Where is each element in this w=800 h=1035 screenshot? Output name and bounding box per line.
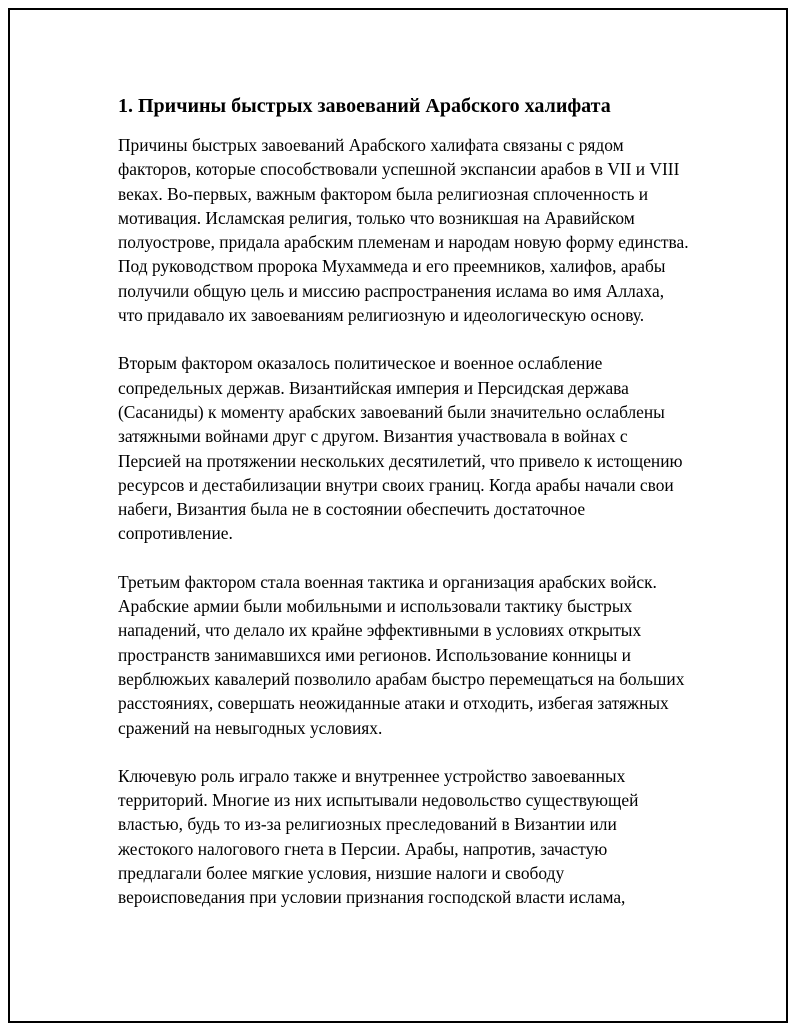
paragraph-religion: Причины быстрых завоеваний Арабского халифата связаны с рядом факторов, которые способствовали успешной экспансии арабов в VII и VIII веках. Во-первых, важным фактором была религиозная сплоченность и мотивация. Исламская религия, только что возникшая на Аравийском полуострове, придала арабским племенам и народам новую форму единства. Под руководством пророка Мухаммеда и его преемников, халифов, арабы получили общую цель и миссию распространения ислама во имя Аллаха, что придавало их завоеваниям религиозную и идеологическую основу. bbox=[118, 135, 689, 326]
paragraph-internal-structure: Ключевую роль играло также и внутреннее устройство завоеванных территорий. Многие из них испытывали недовольство существующей властью, будь то из-за религиозных преследований в Византии или жестокого налогового гнета в Персии. Арабы, напротив, зачастую предлагали более мягкие условия, низшие налоги и свободу вероисповедания при условии признания господской власти ислама, bbox=[118, 765, 639, 908]
paragraph-military-tactics: Третьим фактором стала военная тактика и организация арабских войск. Арабские армии были мобильными и использовали тактику быстрых нападений, что делало их крайне эффективными в условиях открытых пространств занимавшихся ими регионов. Использование конницы и верблюжьих кавалерий позволило арабам быстро перемещаться на больших расстояниях, совершать неожиданные атаки и отходить, избегая затяжных сражений на невыгодных условиях. bbox=[118, 571, 685, 738]
section-heading: 1. Причины быстрых завоеваний Арабского халифата bbox=[118, 95, 611, 117]
paragraph-weakened-neighbors: Вторым фактором оказалось политическое и военное ослабление сопредельных держав. Византийская империя и Персидская держава (Сасаниды) к моменту арабских завоеваний были значительно ослаблены затяжными войнами друг с другом. Византия участвовала в войнах с Персией на протяжении нескольких десятилетий, что привело к истощению ресурсов и дестабилизации внутри своих границ. Когда арабы начали свои набеги, Византия была не в состоянии обеспечить достаточное сопротивление. bbox=[118, 353, 683, 544]
document-body bbox=[118, 93, 692, 910]
